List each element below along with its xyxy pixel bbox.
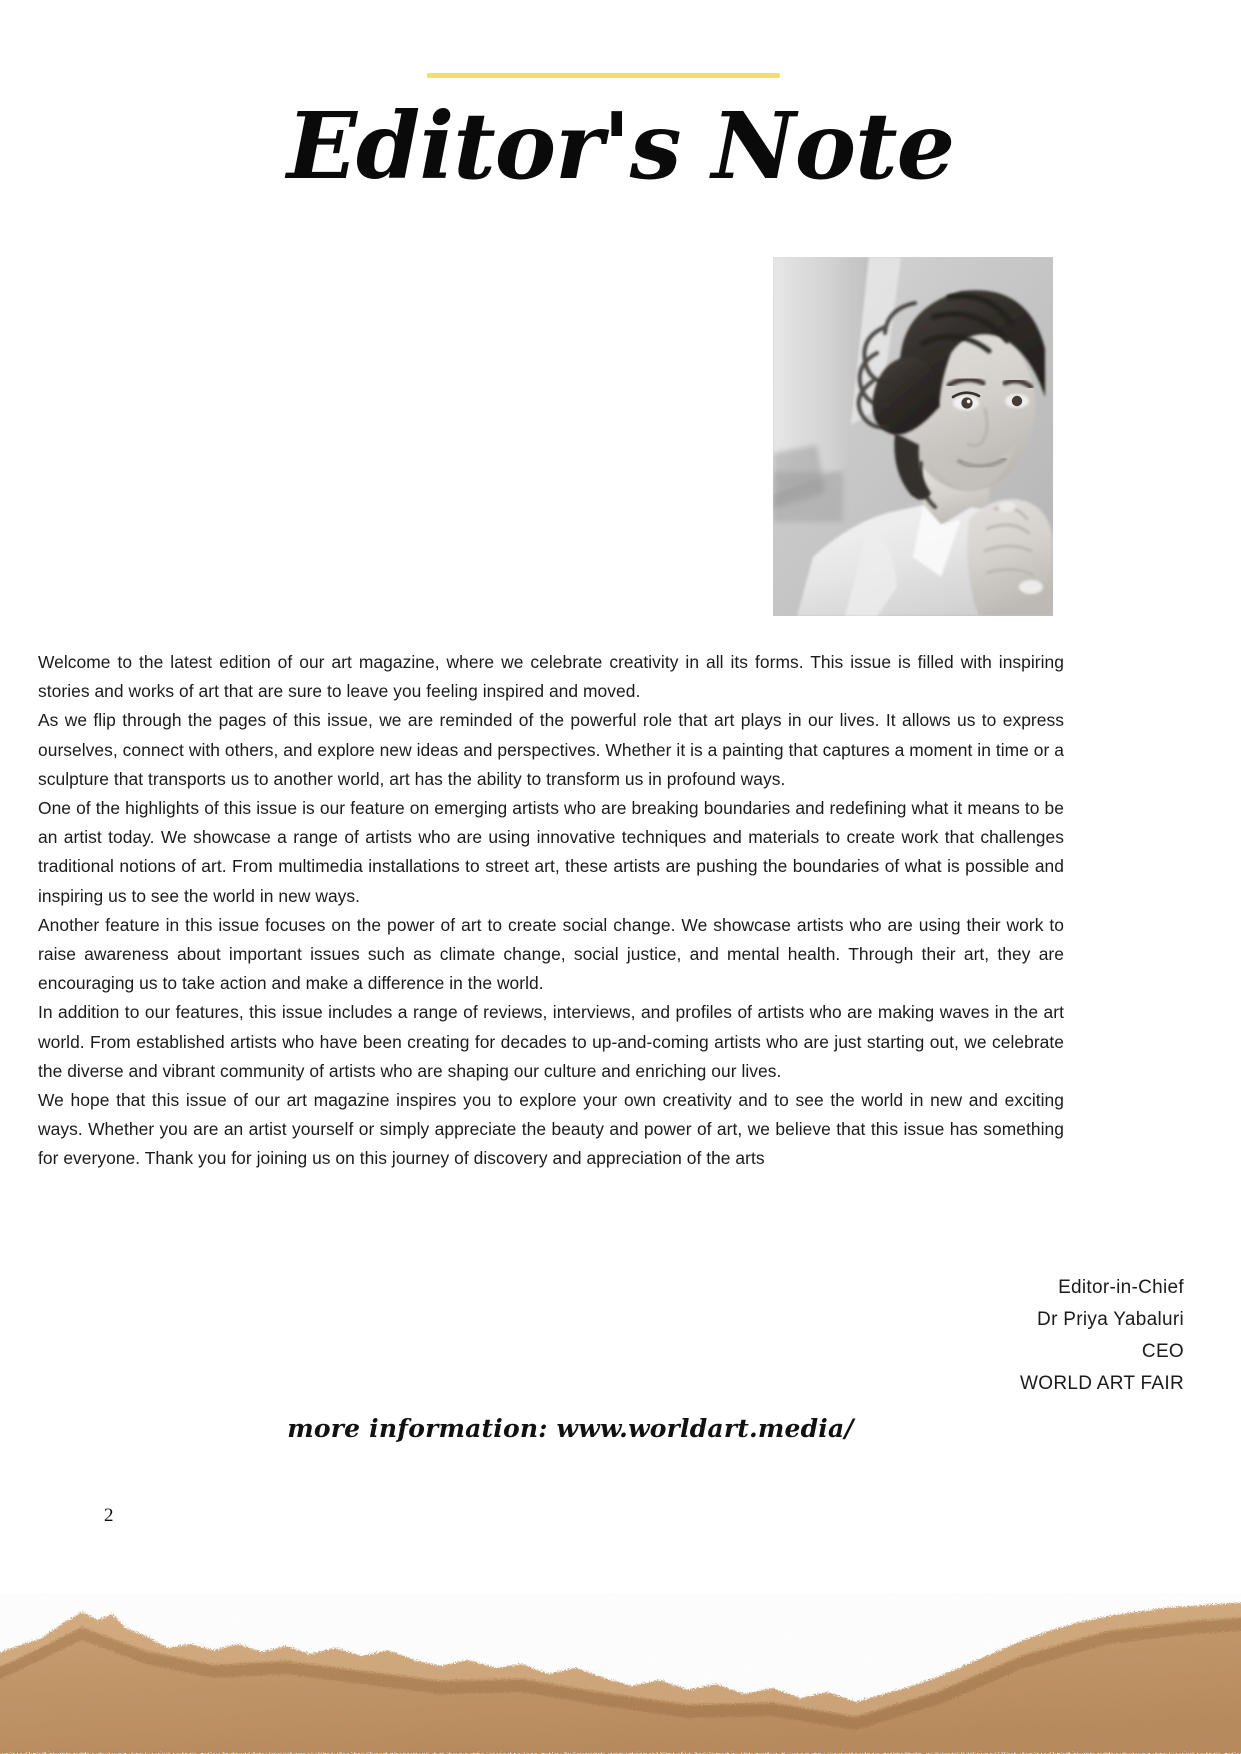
signature-organization: WORLD ART FAIR bbox=[1020, 1373, 1184, 1394]
body-paragraph: Another feature in this issue focuses on the power of art to create social change. We showcase artists who are using their work to raise awareness about important issues such as climate change, social justice, and mental health. Through their art, they are encouraging us to take action and make a difference in the world. bbox=[38, 914, 1064, 994]
torn-paper-footer bbox=[0, 1594, 1241, 1754]
portrait-illustration bbox=[773, 257, 1053, 616]
editors-note-body bbox=[38, 648, 1064, 1174]
editor-portrait-photo bbox=[773, 257, 1053, 616]
page-number: 2 bbox=[104, 1505, 114, 1526]
body-paragraph: One of the highlights of this issue is our feature on emerging artists who are breaking boundaries and redefining what it means to be an artist today. We showcase a range of artists who are using innovative techniques and materials to create work that challenges traditional notions of art. From multimedia installations to street art, these artists are pushing the boundaries of what is possible and inspiring us to see the world in new ways. bbox=[38, 798, 1064, 906]
yellow-divider-rule bbox=[427, 73, 780, 78]
body-paragraph: As we flip through the pages of this issue, we are reminded of the powerful role that art plays in our lives. It allows us to express ourselves, connect with others, and explore new ideas and perspectives. Whether it is a painting that captures a moment in time or a sculpture that transports us to another world, art has the ability to transform us in profound ways. bbox=[38, 710, 1064, 789]
torn-paper-shape bbox=[0, 1594, 1241, 1754]
more-information-line[interactable]: more information: www.worldart.media/ bbox=[287, 1414, 854, 1443]
page-title: Editor's Note bbox=[286, 92, 955, 200]
signature-block bbox=[664, 1272, 1184, 1400]
body-paragraph: We hope that this issue of our art magazine inspires you to explore your own creativity and to see the world in new and exciting ways. Whether you are an artist yourself or simply appreciate the beauty and power of art, we believe that this issue has something for everyone. Thank you for joining us on this journey of discovery and appreciation of the arts bbox=[38, 1090, 1064, 1169]
body-paragraph: In addition to our features, this issue includes a range of reviews, interviews, and profiles of artists who are making waves in the art world. From established artists who have been creating for decades to up-and-coming artists who are just starting out, we celebrate the diverse and vibrant community of artists who are shaping our culture and enriching our lives. bbox=[38, 1002, 1064, 1081]
signature-title: CEO bbox=[1141, 1341, 1184, 1362]
signature-role: Editor-in-Chief bbox=[1058, 1277, 1184, 1298]
body-paragraph: Welcome to the latest edition of our art magazine, where we celebrate creativity in all its forms. This issue is filled with inspiring stories and works of art that are sure to leave you feeling inspired and moved. bbox=[38, 652, 1064, 702]
signature-name: Dr Priya Yabaluri bbox=[1037, 1309, 1184, 1330]
